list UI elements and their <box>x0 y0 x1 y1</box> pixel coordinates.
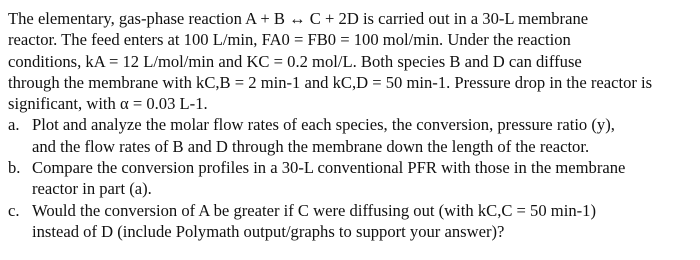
part-c-marker: c. <box>8 200 20 220</box>
problem-parts <box>8 114 694 242</box>
part-a <box>8 114 694 157</box>
intro-line-1: The elementary, gas-phase reaction A + B ↔ C + 2D is carried out in a 30-L membrane <box>8 9 589 28</box>
part-b <box>8 157 694 200</box>
problem-intro <box>8 8 694 114</box>
part-b-line-1: Compare the conversion profiles in a 30-L conventional PFR with those in the membrane <box>32 158 626 178</box>
part-c-text <box>32 200 694 243</box>
intro-line-5: significant, with α = 0.03 L-1. <box>8 94 208 114</box>
intro-line-2: reactor. The feed enters at 100 L/min, FA0 = FB0 = 100 mol/min. Under the reaction <box>8 30 571 50</box>
intro-line-4: through the membrane with kC,B = 2 min-1 and kC,D = 50 min-1. Pressure drop in the reactor is <box>8 72 653 92</box>
part-c-line-1: Would the conversion of A be greater if C were diffusing out (with kC,C = 50 min-1) <box>32 200 596 220</box>
part-a-line-1: Plot and analyze the molar flow rates of each species, the conversion, pressure ratio (y), <box>32 115 615 135</box>
intro-line-3: conditions, kA = 12 L/mol/min and KC = 0.2 mol/L. Both species B and D can diffuse <box>8 51 582 71</box>
part-a-line-2: and the flow rates of B and D through the membrane down the length of the reactor. <box>32 136 590 156</box>
part-b-line-2: reactor in part (a). <box>32 179 152 199</box>
part-b-marker: b. <box>8 158 21 178</box>
part-c-line-2: instead of D (include Polymath output/graphs to support your answer)? <box>32 221 505 241</box>
part-a-marker: a. <box>8 115 20 135</box>
part-b-text <box>32 157 694 200</box>
part-a-text <box>32 114 694 157</box>
part-c <box>8 200 694 243</box>
